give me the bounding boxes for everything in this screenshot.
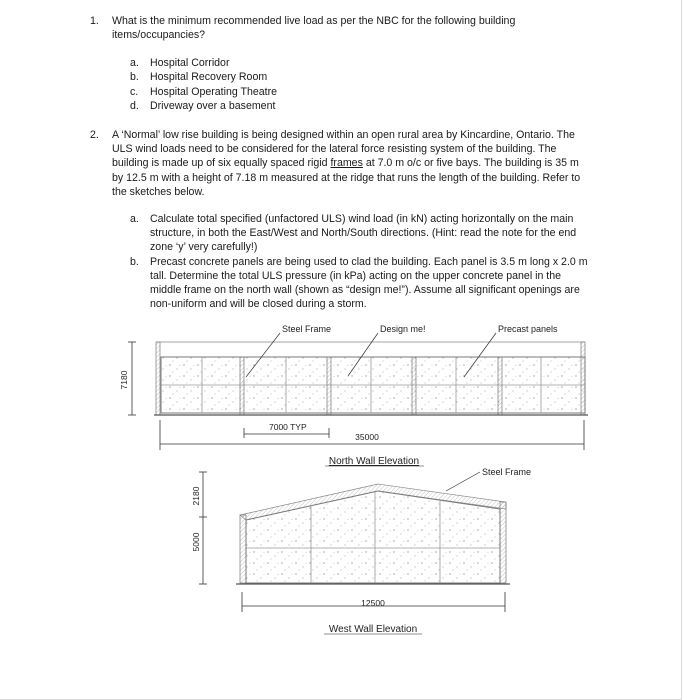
west-wall-caption: West Wall Elevation	[328, 624, 418, 635]
label-design-me: Design me!	[380, 324, 426, 334]
list-item: b. Precast concrete panels are being used to clad the building. Each panel is 3.5 m long x 2.0 m tall. Determine the total ULS pressure (in kPa) acting on the upper concrete panel in the middle frame on the north wall (shown as “design me!”). Assume all significant openings are non-uniform and will be closed during a storm.	[130, 255, 588, 311]
dim-top: 2180	[191, 486, 201, 506]
dim-length: 35000	[355, 432, 379, 442]
north-wall-caption: North Wall Elevation	[328, 456, 420, 467]
leader-line	[446, 472, 480, 491]
label-steel-frame: Steel Frame	[282, 324, 332, 334]
label-steel-frame: Steel Frame	[482, 467, 532, 477]
dim-bay: 7000 TYP	[269, 422, 307, 432]
question-text: What is the minimum recommended live load as per the NBC for the following building items/occupancies?	[112, 15, 516, 42]
list-item: d. Driveway over a basement	[130, 99, 276, 112]
dim-bottom: 5000	[191, 532, 201, 552]
list-item: c. Hospital Operating Theatre	[130, 85, 278, 98]
question-text: A ‘Normal’ low rise building is being designed within an open rural area by Kincardine, Ontario. The ULS wind loads need to be considered for the lateral force resisting system of the building. The building is made up of six equally spaced rigid frames at 7.0 m o/c or five bays. The building is 35 m by 12.5 m with a height of 7.18 m measured at the ridge that runs the length of the building. Refer to the sketches below.	[112, 129, 581, 198]
list-item: b. Hospital Recovery Room	[130, 71, 268, 84]
list-item: a. Hospital Corridor	[130, 57, 230, 69]
question-number: 2.	[90, 129, 99, 141]
list-item: a. Calculate total specified (unfactored ULS) wind load (in kN) acting horizontally on the main structure, in both the East/West and North/South directions. (Hint: read the note for the end zone ‘y’ very carefully!)	[130, 213, 577, 254]
dim-height: 7180	[119, 370, 129, 390]
north-wall-elevation	[119, 324, 588, 467]
west-wall-elevation	[191, 467, 531, 635]
dim-width: 12500	[361, 598, 385, 608]
label-precast-panels: Precast panels	[498, 324, 558, 334]
question-number: 1.	[90, 15, 99, 27]
